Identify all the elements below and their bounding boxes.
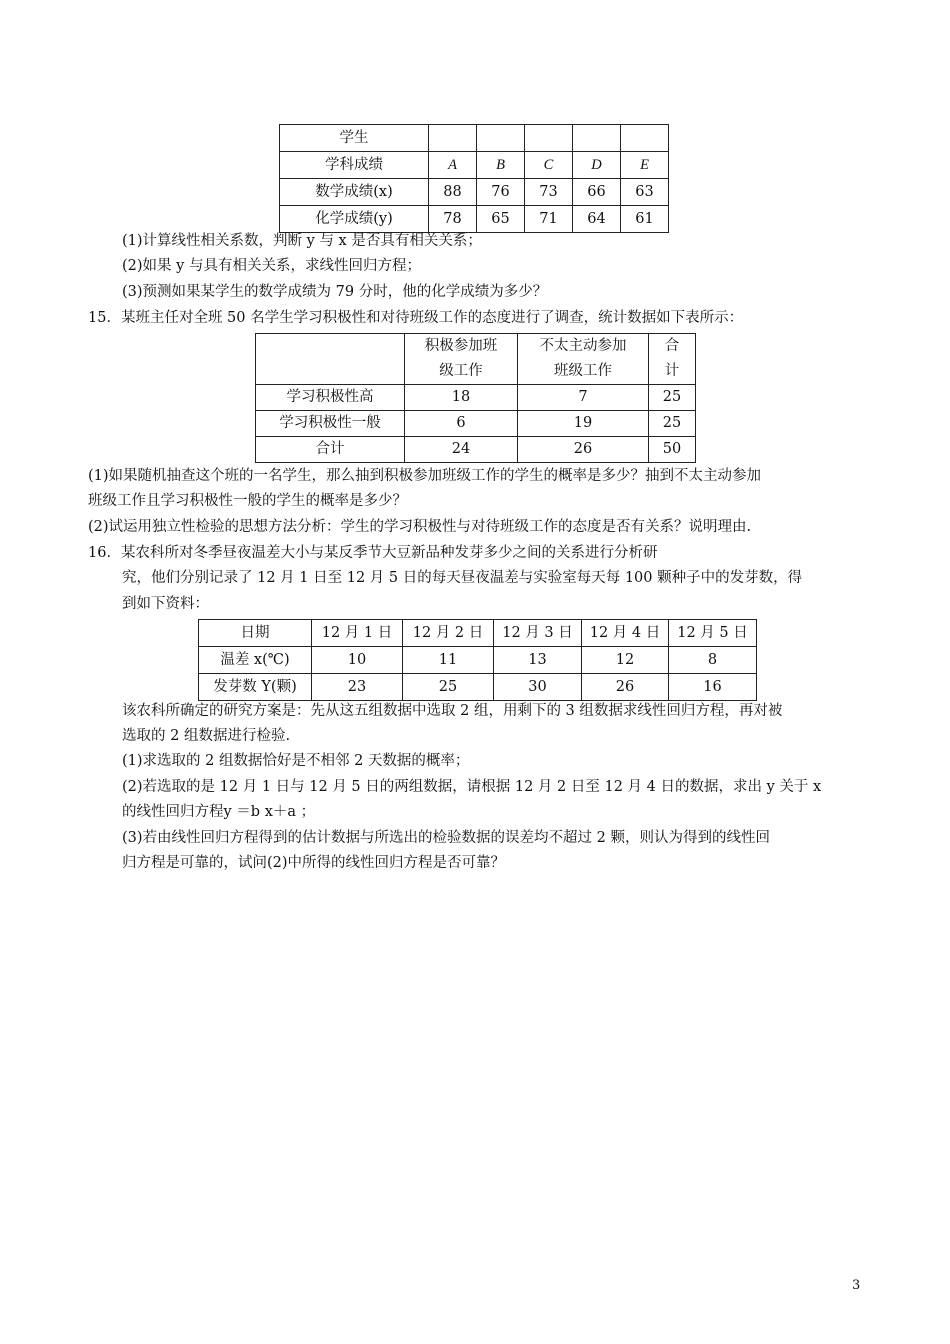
date-cell: 12 月 4 日 [582,620,669,647]
col-active-line1: 积极参加班 [424,338,498,354]
math-cell: 66 [573,179,621,206]
row-label: 学习积极性一般 [256,411,405,437]
table-cell: 19 [518,411,649,437]
temp-cell: 13 [494,647,582,674]
table-cell: 25 [649,411,696,437]
sprout-cell: 16 [669,674,757,701]
row-label: 学习积极性高 [256,385,405,411]
temp-cell: 12 [582,647,669,674]
temp-label: 温差 x(℃) [199,647,312,674]
attitude-table [255,333,696,463]
q15-part1-line1: (1)如果随机抽查这个班的一名学生，那么抽到积极参加班级工作的学生的概率是多少？抽到不太主动参加 [88,468,762,484]
q14-part2: (2)如果 y 与具有相关关系，求线性回归方程； [122,258,421,274]
q16-part1: (1)求选取的 2 组数据恰好是不相邻 2 天数据的概率； [122,753,470,769]
chem-cell: 64 [573,206,621,233]
student-cell: A [429,152,477,179]
date-label: 日期 [199,620,312,647]
col-passive-line1: 不太主动参加 [539,338,627,354]
q16-stem-line2: 究，他们分别记录了 12 月 1 日至 12 月 5 日的每天昼夜温差与实验室每天每 100 颗种子中的发芽数，得 [122,570,803,586]
math-cell: 73 [525,179,573,206]
sprout-label: 发芽数 Y(颗) [199,674,312,701]
sprout-cell: 25 [403,674,494,701]
temp-cell: 10 [312,647,403,674]
q16-plan-line1: 该农科所确定的研究方案是：先从这五组数据中选取 2 组，用剩下的 3 组数据求线性回归方程，再对被 [122,703,783,719]
col-total-line2: 计 [664,363,680,379]
date-cell: 12 月 1 日 [312,620,403,647]
col-passive-line2: 班级工作 [554,363,612,379]
sprout-cell: 23 [312,674,403,701]
table-cell: 6 [405,411,518,437]
header-subject: 学科成绩 [280,152,429,179]
q16-plan-line2: 选取的 2 组数据进行检验. [122,728,291,744]
math-cell: 76 [477,179,525,206]
chem-cell: 78 [429,206,477,233]
date-cell: 12 月 5 日 [669,620,757,647]
scores-table [279,124,669,233]
temp-cell: 8 [669,647,757,674]
table-cell: 50 [649,437,696,463]
student-cell: C [525,152,573,179]
table-cell: 18 [405,385,518,411]
table-cell: 25 [649,385,696,411]
date-cell: 12 月 2 日 [403,620,494,647]
chem-label: 化学成绩(y) [280,206,429,233]
page-number: 3 [852,1278,861,1293]
table-cell: 26 [518,437,649,463]
chem-cell: 71 [525,206,573,233]
math-label: 数学成绩(x) [280,179,429,206]
student-cell: E [621,152,669,179]
date-cell: 12 月 3 日 [494,620,582,647]
q16-stem-line1: 16．某农科所对冬季昼夜温差大小与某反季节大豆新品种发芽多少之间的关系进行分析研 [88,545,658,561]
q16-stem-line3: 到如下资料： [122,596,209,612]
q14-part3: (3)预测如果某学生的数学成绩为 79 分时，他的化学成绩为多少？ [122,284,548,300]
q15-part1-line2: 班级工作且学习积极性一般的学生的概率是多少？ [88,493,407,509]
math-cell: 88 [429,179,477,206]
student-cell: B [477,152,525,179]
student-cell: D [573,152,621,179]
table-cell: 7 [518,385,649,411]
col-total-line1: 合 [664,338,680,354]
q16-part2-line2: 的线性回归方程y ＝b x＋a ； [122,804,316,820]
germination-table [198,619,757,701]
table-cell: 24 [405,437,518,463]
chem-cell: 61 [621,206,669,233]
sprout-cell: 26 [582,674,669,701]
temp-cell: 11 [403,647,494,674]
q15-part2: (2)试运用独立性检验的思想方法分析：学生的学习积极性与对待班级工作的态度是否有关系？说明理由. [88,519,752,535]
q16-part3-line2: 归方程是可靠的，试问(2)中所得的线性回归方程是否可靠？ [122,855,506,871]
header-students: 学生 [280,125,429,152]
row-label: 合计 [256,437,405,463]
q16-part3-line1: (3)若由线性回归方程得到的估计数据与所选出的检验数据的误差均不超过 2 颗，则认为得到的线性回 [122,830,770,846]
q14-part1: (1)计算线性相关系数，判断 y 与 x 是否具有相关关系； [122,233,482,249]
q15-stem: 15．某班主任对全班 50 名学生学习积极性和对待班级工作的态度进行了调查，统计数据如下表所示： [88,310,744,326]
math-cell: 63 [621,179,669,206]
col-active-line2: 级工作 [439,363,483,379]
sprout-cell: 30 [494,674,582,701]
chem-cell: 65 [477,206,525,233]
q16-part2-line1: (2)若选取的是 12 月 1 日与 12 月 5 日的两组数据，请根据 12 月 2 日至 12 月 4 日的数据，求出 y 关于 x [122,779,822,795]
